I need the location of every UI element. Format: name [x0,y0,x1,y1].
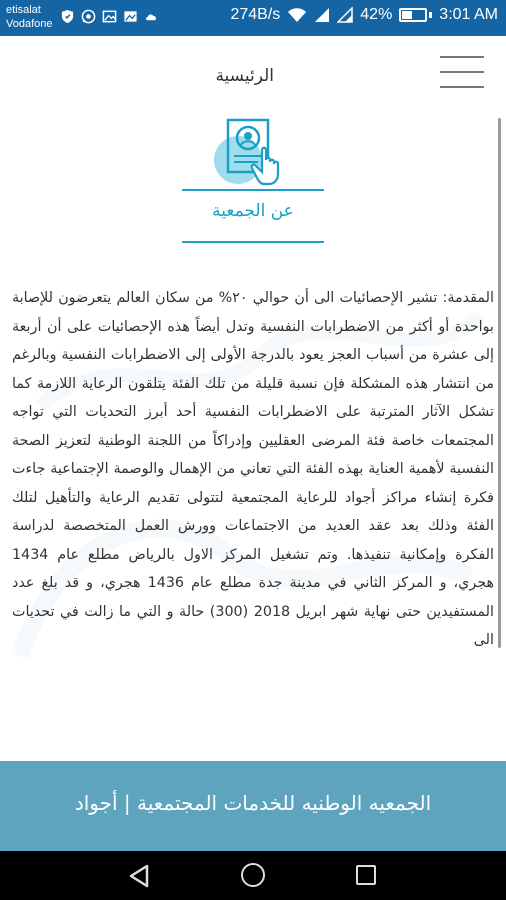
carrier-line-1: etisalat [6,4,41,16]
signal-icon-2 [337,7,353,23]
image-icon [102,9,117,24]
home-icon[interactable] [241,863,265,887]
battery-percent: 42% [360,6,393,23]
status-right [230,6,498,24]
footer-label: الجمعيه الوطنيه للخدمات المجتمعية | أجواد [74,791,432,815]
signal-icon [314,7,330,23]
section-divider-bottom [182,241,324,243]
scrollbar[interactable] [498,118,501,648]
footer-banner[interactable] [0,761,506,851]
clock: 3:01 AM [439,6,498,23]
carrier-line-2: Vodafone [6,18,53,30]
battery-icon [399,8,432,22]
net-speed: 274B/s [230,6,281,23]
whatsapp-icon [81,9,96,24]
section-title: عن الجمعية [212,201,294,221]
carrier-label [6,3,53,31]
recent-apps-icon[interactable] [356,865,376,885]
gallery-icon [123,9,138,24]
main-content[interactable] [0,116,506,761]
notification-icons [60,9,159,24]
app-header [0,36,506,116]
cloud-icon [144,9,159,24]
page-title: الرئيسية [215,66,274,86]
navigation-bar [0,851,506,900]
hamburger-menu-icon[interactable] [440,48,484,96]
section-divider-top [182,189,324,191]
article-body: المقدمة: تشير الإحصائيات الى أن حوالي ٢٠% من سكان العالم يتعرضون للإصابة بواحدة أو أكثر من الاضطرابات النفسية وتدل أيضاً هذه الإحصائيات على أن أربعة إلى عشرة من أسباب العجز يعود بالدرجة الأولى إلى الاضطرابات النفسية وبالرغم من انتشار هذه المشكلة فإن نسبة قليلة من تلك الفئة يتلقون الرعاية اللازمة كما تشكل الآثار المترتبة على الاضطرابات النفسية أحد أبرز التحديات التي تواجه المجتمعات خاصة فئة المرضى العقليين وإدراكاً من اللجنة الوطنية لتعزيز الصحة النفسية لأهمية العناية بهذه الفئة التي تعاني من الإهمال والوصمة الإجتماعية جاءت فكرة إنشاء مراكز أجواد للرعاية المجتمعية لتتولى تقديم الرعاية والتأهيل لتلك الفئة وذلك بعد عقد العديد من الاجتماعات وورش العمل المتخصصة لدراسة الفكرة وإمكانية تنفيذها. وتم تشغيل المركز الاول بالرياض مطلع عام 1434 هجري، و المركز الثاني في مدينة جدة مطلع عام 1436 هجري، و قد بلغ عدد المستفيدين حتى نهاية شهر ابريل 2018 (300) حالة و التي ما زالت في تحديات الى [12,290,494,648]
profile-document-icon [214,116,290,188]
wifi-icon [287,7,307,23]
shield-icon [60,9,75,24]
back-icon[interactable] [128,864,150,888]
status-bar [0,0,506,36]
